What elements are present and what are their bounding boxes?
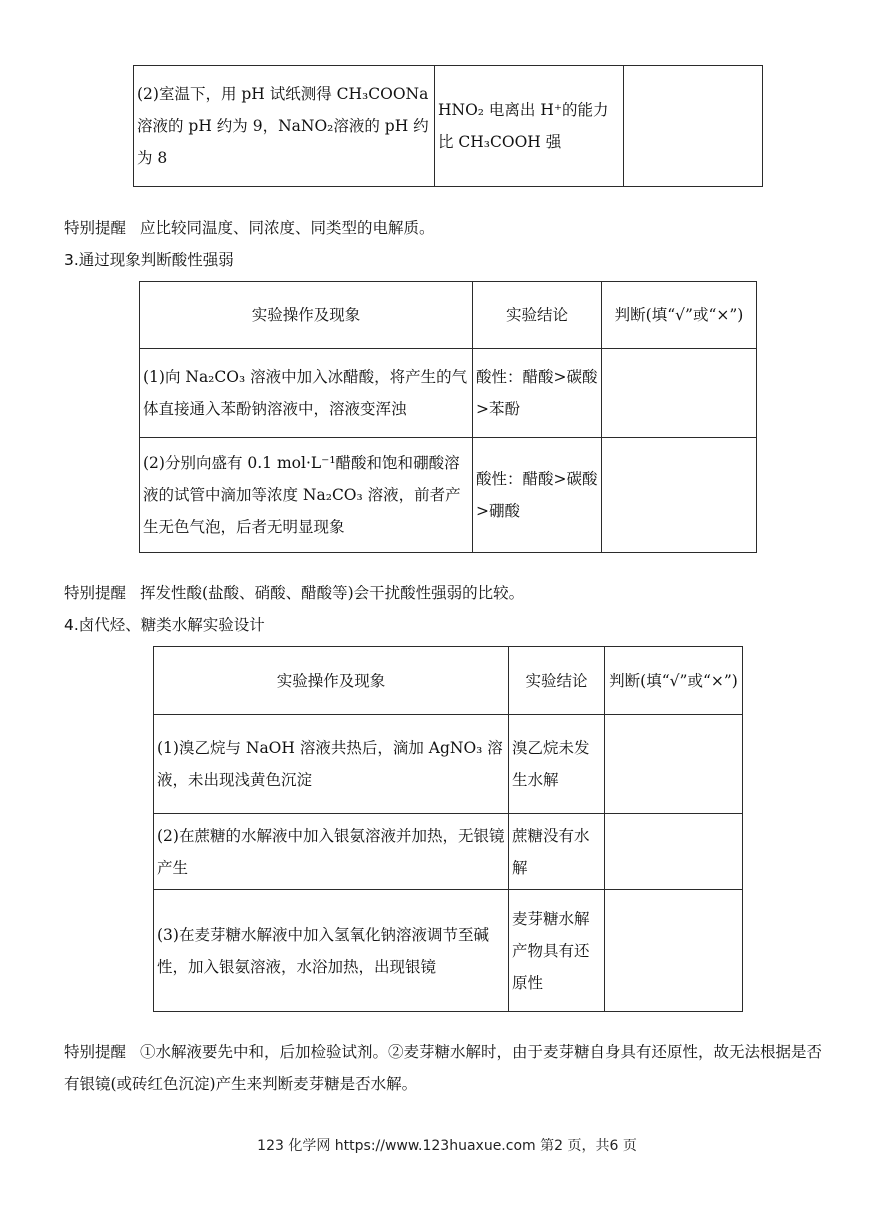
tip-text: ①水解液要先中和，后加检验试剂。②麦芽糖水解时，由于麦芽糖自身具有还原性，故无法根据是否有银镜(或砖红色沉淀)产生来判断麦芽糖是否水解。 [64, 1043, 823, 1093]
conclusion-cell [509, 715, 605, 814]
table-row [140, 438, 757, 553]
tip-label: 特别提醒 [64, 584, 127, 602]
table-row [154, 715, 743, 814]
conclusion-text: 酸性：醋酸>碳酸>硼酸 [476, 470, 598, 520]
judgment-cell[interactable] [605, 715, 743, 814]
header-operation: 实验操作及现象 [154, 647, 509, 715]
section-3-heading: 3.通过现象判断酸性强弱 [64, 251, 234, 269]
operation-cell [140, 349, 473, 438]
operation-text: (2)分别向盛有 0.1 mol·L⁻¹醋酸和饱和硼酸溶液的试管中滴加等浓度 Na₂CO₃ 溶液，前者产生无色气泡，后者无明显现象 [143, 454, 461, 536]
operation-text: (2)在蔗糖的水解液中加入银氨溶液并加热，无银镜产生 [157, 826, 505, 877]
tip-text: 挥发性酸(盐酸、硝酸、醋酸等)会干扰酸性强弱的比较。 [140, 584, 525, 602]
tip-label: 特别提醒 [64, 1043, 127, 1061]
operation-cell [154, 715, 509, 814]
header-judgment: 判断(填“√”或“×”) [605, 647, 743, 715]
tip-3 [64, 1036, 834, 1100]
tip-2 [64, 577, 524, 609]
table-header-row [140, 282, 757, 349]
operation-text: (2)室温下，用 pH 试纸测得 CH₃COONa 溶液的 pH 约为 9，NaNO₂溶液的 pH 约为 8 [137, 85, 429, 167]
judgment-cell[interactable] [624, 66, 763, 187]
judgment-cell[interactable] [602, 349, 757, 438]
table-row [140, 349, 757, 438]
judgment-cell[interactable] [605, 814, 743, 890]
judgment-cell[interactable] [602, 438, 757, 553]
table-header-row [154, 647, 743, 715]
section-4-heading: 4.卤代烃、糖类水解实验设计 [64, 616, 265, 634]
tip-label: 特别提醒 [64, 219, 127, 237]
header-operation: 实验操作及现象 [140, 282, 473, 349]
conclusion-text: 酸性：醋酸>碳酸>苯酚 [476, 368, 598, 418]
header-conclusion: 实验结论 [473, 282, 602, 349]
operation-cell [140, 438, 473, 553]
conclusion-text: 麦芽糖水解产物具有还原性 [512, 909, 590, 992]
table-row [154, 890, 743, 1012]
conclusion-cell [473, 438, 602, 553]
table-acid-strength-partial [133, 65, 763, 187]
conclusion-cell [509, 890, 605, 1012]
tip-text: 应比较同温度、同浓度、同类型的电解质。 [140, 219, 435, 237]
conclusion-cell [435, 66, 624, 187]
conclusion-cell [509, 814, 605, 890]
table-row [154, 814, 743, 890]
tip-1 [64, 212, 435, 244]
conclusion-text: 溴乙烷未发生水解 [512, 739, 590, 789]
table-section-4 [153, 646, 743, 1012]
header-judgment: 判断(填“√”或“×”) [602, 282, 757, 349]
operation-cell [154, 890, 509, 1012]
conclusion-text: HNO₂ 电离出 H⁺的能力比 CH₃COOH 强 [438, 101, 609, 151]
judgment-cell[interactable] [605, 890, 743, 1012]
operation-cell [154, 814, 509, 890]
page-footer: 123 化学网 https://www.123huaxue.com 第2 页，共6 页 [257, 1138, 637, 1154]
conclusion-cell [473, 349, 602, 438]
operation-cell [134, 66, 435, 187]
conclusion-text: 蔗糖没有水解 [512, 826, 590, 877]
header-conclusion: 实验结论 [509, 647, 605, 715]
operation-text: (1)溴乙烷与 NaOH 溶液共热后，滴加 AgNO₃ 溶液，未出现浅黄色沉淀 [157, 739, 503, 789]
table-section-3 [139, 281, 757, 553]
table-row [134, 66, 763, 187]
operation-text: (1)向 Na₂CO₃ 溶液中加入冰醋酸，将产生的气体直接通入苯酚钠溶液中，溶液变浑浊 [143, 368, 468, 418]
operation-text: (3)在麦芽糖水解液中加入氢氧化钠溶液调节至碱性，加入银氨溶液，水浴加热，出现银镜 [157, 925, 489, 976]
